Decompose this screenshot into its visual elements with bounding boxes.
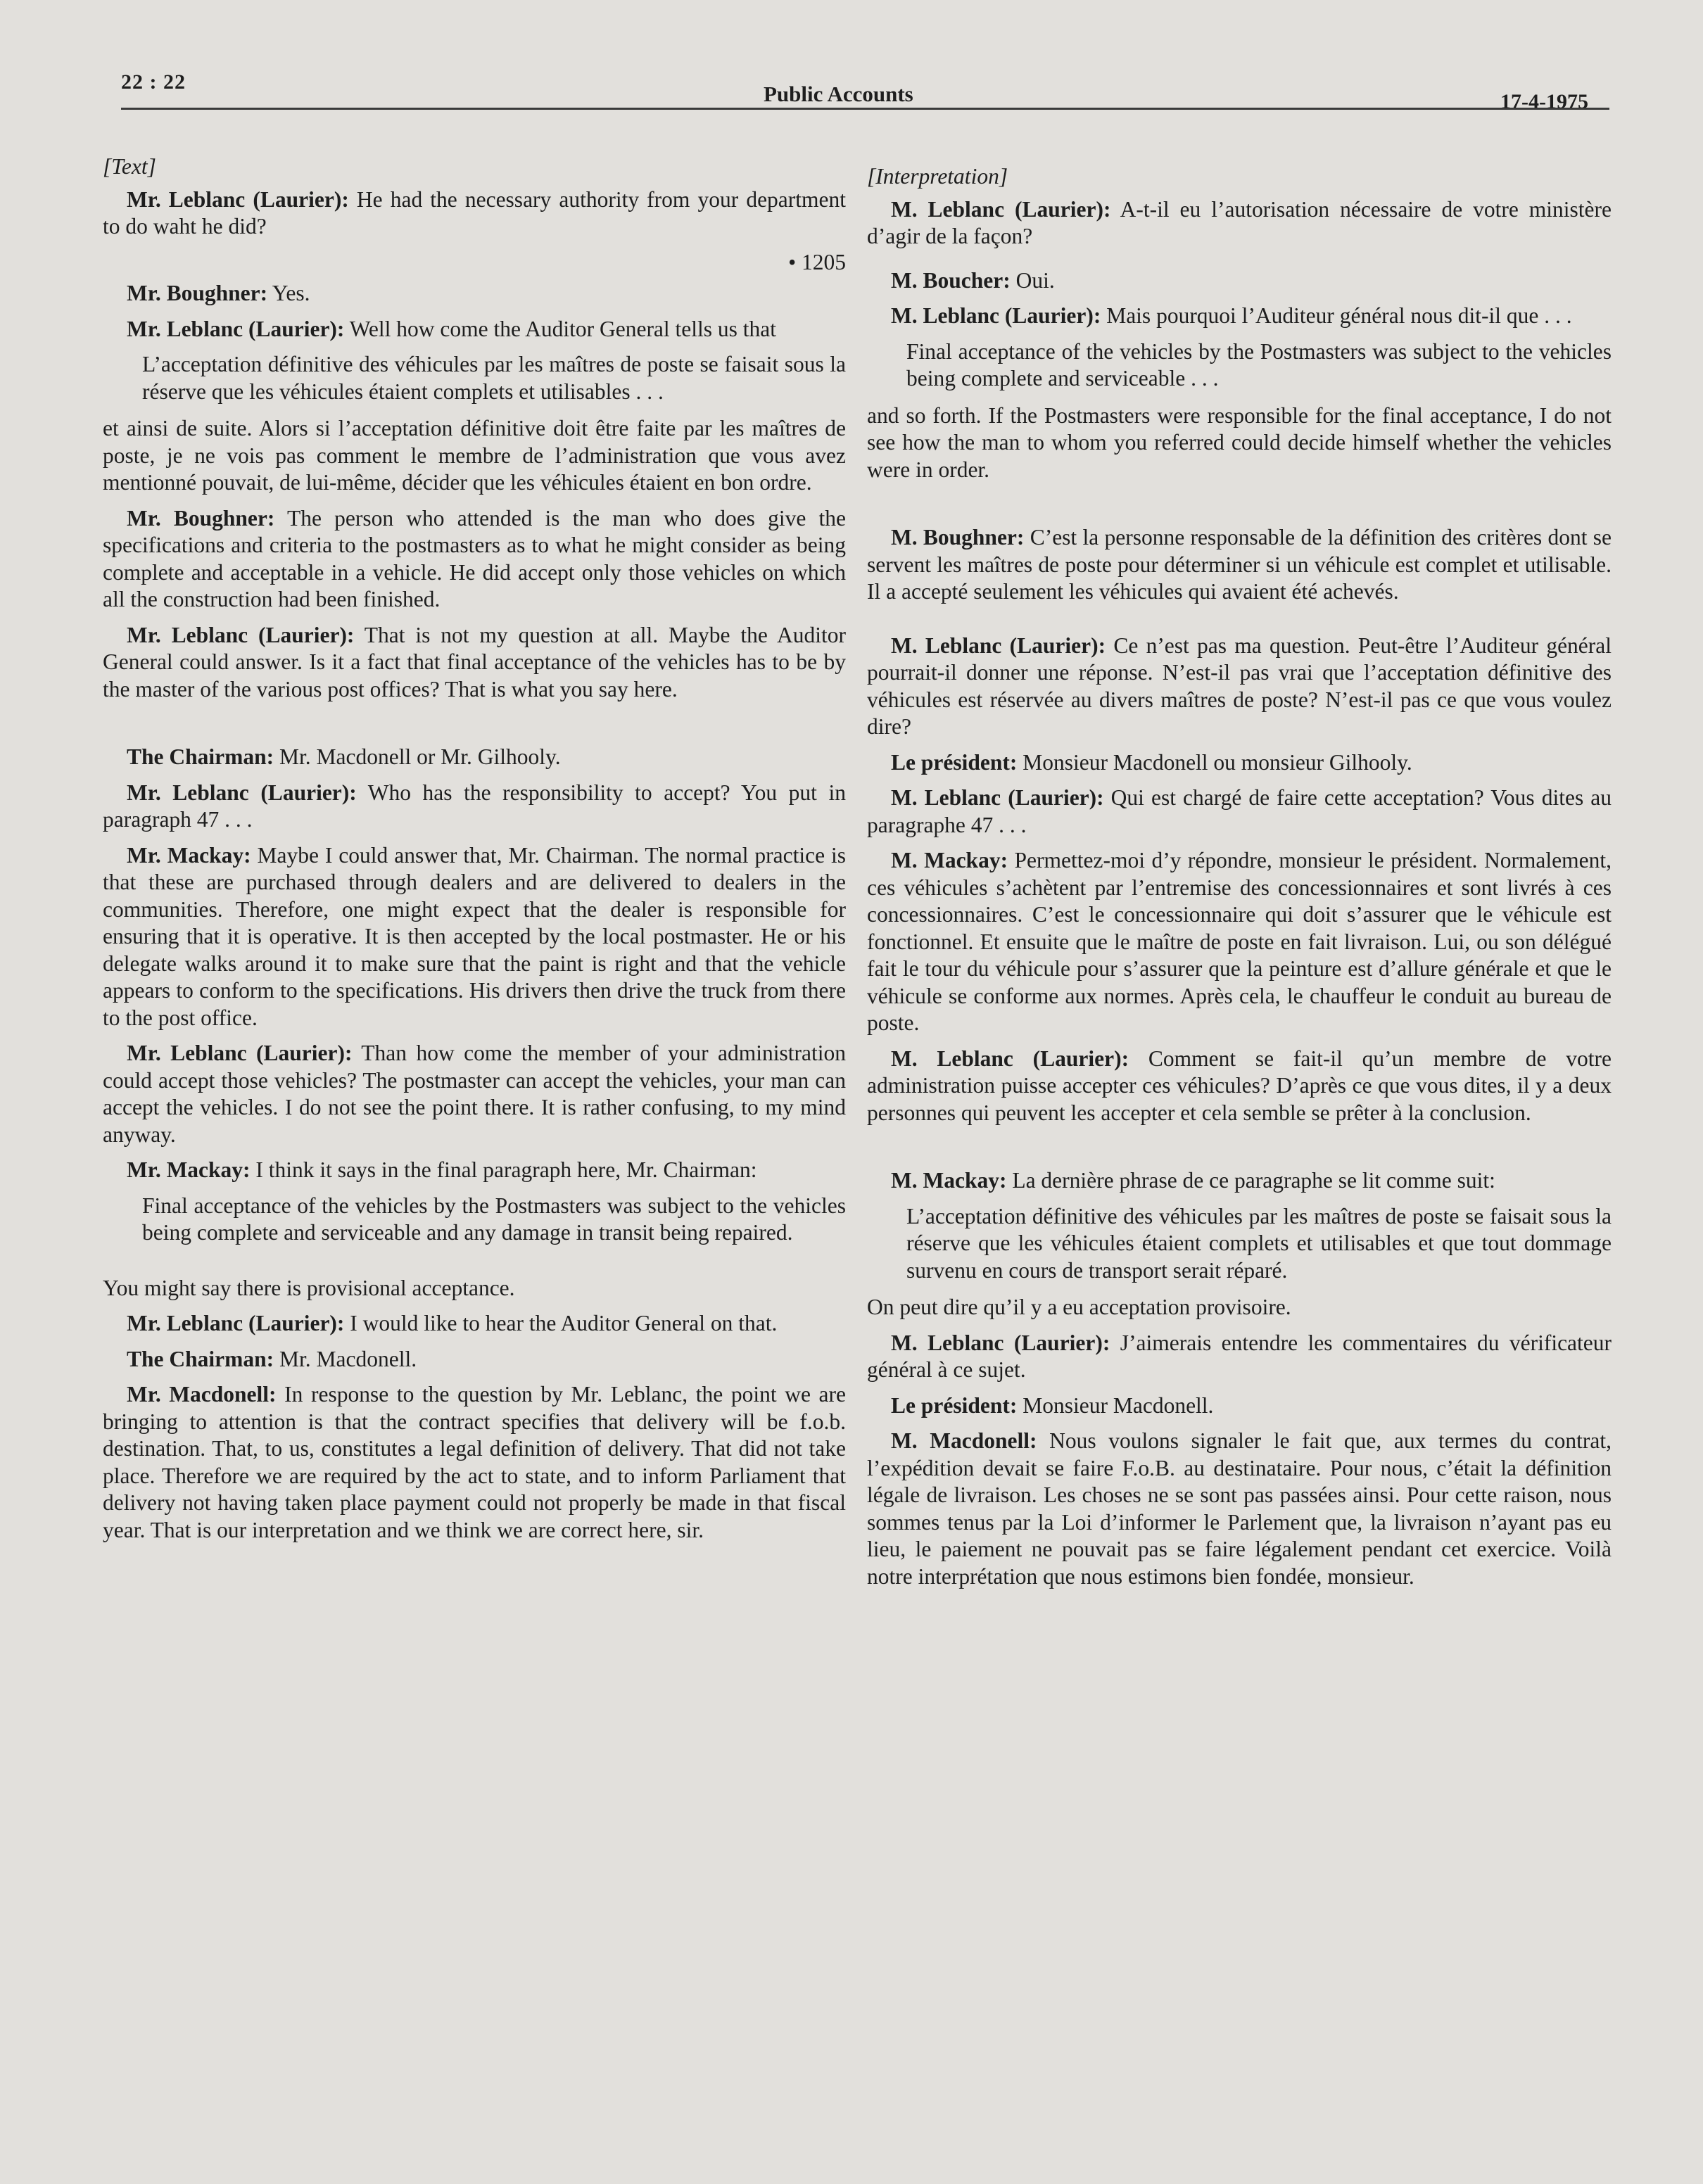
column-label: [Text] [103,154,156,179]
statement-text: Mr. Macdonell. [274,1346,417,1371]
session-date: 17-4-1975 [1500,90,1588,113]
statement [103,1310,846,1338]
speaker-name: Le président: [891,749,1018,775]
statement [103,744,846,771]
speaker-name: The Chairman: [127,1346,274,1371]
speaker-name: M. Boucher: [891,267,1011,293]
speaker-name: M. Boughner: [891,525,1025,550]
speaker-name: Mr. Mackay: [127,1157,251,1182]
statement [103,780,846,834]
speaker-name: M. Leblanc (Laurier): [891,196,1111,222]
speaker-name: Le président: [891,1392,1018,1418]
statement [867,1392,1612,1420]
statement-text: Qui est chargé de faire cette acceptation? Vous dites au paragraphe 47 . . . [867,785,1612,837]
statement-text: Mr. Macdonell or Mr. Gilhooly. [274,744,561,769]
speaker-name: M. Leblanc (Laurier): [891,1046,1129,1071]
statement-text: Than how come the member of your administration could accept those vehicles? The postmaster can accept the vehicles, your man can accept the vehicles. I do not see the point there. It is rather confusing, to my mind anyway. [103,1041,846,1147]
statement-text: C’est la personne responsable de la définition des critères dont se servent les maîtres de poste pour déterminer si un véhicule est complet et utilisable. Il a accepté seulement les véhicules qui avaient été achevés. [867,525,1612,604]
header-rule [121,108,1609,110]
statement [867,196,1612,250]
statement [867,303,1612,330]
speaker-name: Mr. Leblanc (Laurier): [127,316,345,341]
statement [867,1167,1612,1195]
statement [867,1046,1612,1127]
statement-text: A-t-il eu l’autorisation nécessaire de votre ministère d’agir de la façon? [867,196,1612,248]
speaker-name: Mr. Leblanc (Laurier): [127,622,355,647]
statement-text: I would like to hear the Auditor General on that. [344,1311,778,1335]
speaker-name: M. Leblanc (Laurier): [891,785,1104,810]
speaker-name: M. Leblanc (Laurier): [891,1330,1110,1355]
statement [867,749,1612,777]
continuation-text: and so forth. If the Postmasters were responsible for the final acceptance, I do not see how the man to whom you referred could decide himself whether the vehicles were in order. [867,402,1612,482]
speaker-name: M. Mackay: [891,848,1008,872]
column-label: [Interpretation] [867,164,1008,189]
speaker-name: The Chairman: [127,744,274,769]
statement-text: Well how come the Auditor General tells us that [344,316,777,341]
statement-text: Maybe I could answer that, Mr. Chairman. The normal practice is that these are purchased through dealers and are delivered to dealers in the communities. Therefore, one might expect that the dealer is responsible for ensuring that it is operative. It is then accepted by the local postmaster. He or his delegate walks around it to make sure that the paint is right and that the vehicle appears to conform to the specifications. His drivers then drive the truck from there to the post office. [103,842,847,1030]
statement-text: He had the necessary authority from your department to do waht he did? [103,186,847,239]
statement [867,524,1612,606]
block-quote: L’acceptation définitive des véhicules par les maîtres de poste se faisait sous la réserve que les véhicules étaient complets et utilisables et que tout dommage survenu en cours de transport serait réparé. [906,1203,1612,1283]
text-column-english [103,153,846,1552]
statement-text: Permettez-moi d’y répondre, monsieur le président. Normalement, ces véhicules s’achètent par l’entremise des concessionnaires et sont livrés à ces concessionnaires. C’est le concessionnaire qui doit s’assurer que le véhicule est fonctionnel. Et ensuite que le maître de poste en fait livraison. Lui, ou son délégué fait le tour du véhicule pour s’assurer que la peinture est d’allure générale et que le véhicule se conforme aux normes. Après cela, le chauffeur le conduit au bureau de poste. [867,848,1612,1035]
statement [867,1428,1612,1590]
statement-text: Comment se fait-il qu’un membre de votre administration puisse accepter ces véhicules? D’après ce que vous dites, il y a deux personnes qui peuvent les accepter et cela semble se prêter à la conclusion. [867,1046,1612,1125]
statement-text: Monsieur Macdonell. [1017,1392,1214,1418]
time-marker: • 1205 [788,249,846,274]
statement [867,633,1612,741]
speaker-name: M. Macdonell: [891,1428,1037,1453]
speaker-name: Mr. Boughner: [127,505,275,531]
statement-text: That is not my question at all. Maybe the Auditor General could answer. Is it a fact that final acceptance of the vehicles has to be by the master of the various post offices? That is what you say here. [103,622,847,701]
speaker-name: M. Mackay: [891,1168,1007,1193]
statement [103,1040,846,1148]
page-number: 22 : 22 [121,70,186,94]
statement-text: Ce n’est pas ma question. Peut-être l’Auditeur général pourrait-il donner une réponse. N’est-il pas vrai que l’acceptation définitive des véhicules est réservée au divers maîtres de poste? N’est-il pas ce que vous voulez dire? [867,633,1612,739]
text-column-interpretation [867,163,1612,1599]
statement-text: Nous voulons signaler le fait que, aux termes du contrat, l’expédition devait se faire F.o.B. au destinataire. Pour nous, c’était la définition légale de livraison. Les choses ne se sont pas passées ainsi. Pour cette raison, nous sommes tenus par la Loi d’informer le Parlement que, la livraison n’ayant pas eu lieu, le paiement ne pouvait pas se faire légalement pendant cet exercice. Voilà notre interprétation que nous estimons bien fondée, monsieur. [867,1428,1612,1589]
statement-text: In response to the question by Mr. Leblanc, the point we are bringing to attention is that the contract specifies that delivery will be f.o.b. destination. That, to us, constitutes a legal definition of delivery. That did not take place. Therefore we are required by the act to state, and to inform Parliament that delivery not having taken place payment could not properly be made in that fiscal year. That is our interpretation and we think we are correct here, sir. [103,1382,846,1542]
running-title: Public Accounts [764,82,913,106]
statement [103,842,846,1032]
statement [103,1381,846,1544]
continuation-text: You might say there is provisional acceptance. [103,1275,515,1300]
statement [867,1330,1612,1384]
statement-text: Who has the responsibility to accept? You put in paragraph 47 . . . [103,780,846,832]
speaker-name: Mr. Macdonell: [127,1382,277,1407]
statement-text: Monsieur Macdonell ou monsieur Gilhooly. [1017,749,1412,775]
statement-text: Oui. [1010,267,1055,293]
statement [103,186,846,241]
statement [103,505,846,614]
statement-text: I think it says in the final paragraph here, Mr. Chairman: [250,1157,757,1182]
statement [103,1157,846,1184]
statement-text: J’aimerais entendre les commentaires du vérificateur général à ce sujet. [867,1330,1612,1382]
statement-text: The person who attended is the man who does give the specifications and criteria to the postmasters as to what he might consider as being complete and acceptable in a vehicle. He did accept only those vehicles on which all the construction had been finished. [103,505,846,611]
statement [867,785,1612,839]
speaker-name: Mr. Mackay: [127,842,251,868]
speaker-name: Mr. Leblanc (Laurier): [127,1311,345,1335]
block-quote: Final acceptance of the vehicles by the Postmasters was subject to the vehicles being complete and serviceable and any damage in transit being repaired. [142,1193,846,1245]
continuation-text: et ainsi de suite. Alors si l’acceptation définitive doit être faite par les maîtres de poste, je ne vois pas comment le membre de l’administration que vous avez mentionné pouvait, de lui-même, décider que les véhicules étaient en bon ordre. [103,416,846,495]
block-quote: L’acceptation définitive des véhicules par les maîtres de poste se faisait sous la réserve que les véhicules étaient complets et utilisables . . . [142,352,846,404]
speaker-name: Mr. Leblanc (Laurier): [127,780,357,805]
statement-text: Mais pourquoi l’Auditeur général nous dit-il que . . . [1101,303,1572,328]
statement [867,267,1612,295]
statement [103,316,846,343]
speaker-name: Mr. Leblanc (Laurier): [127,186,349,212]
speaker-name: M. Leblanc (Laurier): [891,303,1101,328]
statement [867,847,1612,1037]
statement [103,622,846,704]
statement-text: Yes. [267,281,310,305]
speaker-name: M. Leblanc (Laurier): [891,633,1106,658]
block-quote: Final acceptance of the vehicles by the Postmasters was subject to the vehicles being complete and serviceable . . . [906,338,1612,391]
speaker-name: Mr. Boughner: [127,281,268,305]
continuation-text: On peut dire qu’il y a eu acceptation provisoire. [867,1295,1291,1319]
statement-text: La dernière phrase de ce paragraphe se lit comme suit: [1006,1168,1495,1193]
statement [103,280,846,307]
speaker-name: Mr. Leblanc (Laurier): [127,1041,353,1065]
statement [103,1346,846,1373]
